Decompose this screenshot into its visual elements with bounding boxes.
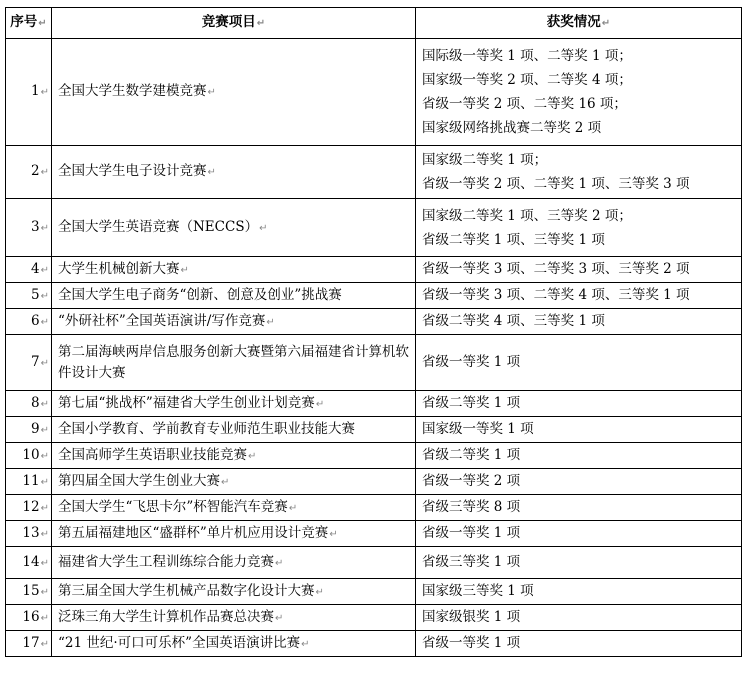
award-line: 省级一等奖 2 项、二等奖 16 项； — [422, 96, 627, 112]
award-cell — [416, 199, 742, 257]
award-line: 省级二等奖 1 项、三等奖 1 项 — [422, 231, 605, 248]
row-number: 10↵ — [6, 443, 52, 469]
table-row — [6, 309, 742, 335]
row-number: 8↵ — [6, 391, 52, 417]
table-row — [6, 521, 742, 547]
table-row — [6, 579, 742, 605]
table-row — [6, 417, 742, 443]
project-name: 全国高师学生英语职业技能竞赛↵ — [52, 443, 416, 469]
row-number: 16↵ — [6, 605, 52, 631]
award-cell: 省级二等奖 1 项 — [416, 391, 742, 417]
award-cell: 省级三等奖 1 项 — [416, 547, 742, 579]
award-cell: 国家级三等奖 1 项 — [416, 579, 742, 605]
project-name: 第七届“挑战杯”福建省大学生创业计划竞赛↵ — [52, 391, 416, 417]
project-name: 全国小学教育、学前教育专业师范生职业技能大赛 — [52, 417, 416, 443]
award-cell: 国家级银奖 1 项 — [416, 605, 742, 631]
table-row — [6, 391, 742, 417]
table-row — [6, 631, 742, 657]
table-row — [6, 547, 742, 579]
header-row — [6, 8, 742, 39]
award-cell: 省级一等奖 1 项 — [416, 631, 742, 657]
award-cell — [416, 146, 742, 199]
project-name: 泛珠三角大学生计算机作品赛总决赛↵ — [52, 605, 416, 631]
table-row — [6, 495, 742, 521]
header-project: 竞赛项目↵ — [52, 8, 416, 39]
project-name: 全国大学生数学建模竞赛↵ — [52, 39, 416, 146]
row-number: 15↵ — [6, 579, 52, 605]
project-name: 全国大学生电子商务“创新、创意及创业”挑战赛 — [52, 283, 416, 309]
table-row — [6, 283, 742, 309]
project-name: 第三届全国大学生机械产品数字化设计大赛↵ — [52, 579, 416, 605]
row-number: 12↵ — [6, 495, 52, 521]
award-cell: 省级一等奖 1 项 — [416, 521, 742, 547]
row-number: 7↵ — [6, 335, 52, 391]
table-row — [6, 257, 742, 283]
award-cell — [416, 39, 742, 146]
award-cell: 省级二等奖 1 项 — [416, 443, 742, 469]
awards-table — [5, 7, 742, 657]
row-number: 5↵ — [6, 283, 52, 309]
table-row — [6, 605, 742, 631]
project-name: 全国大学生“飞思卡尔”杯智能汽车竞赛↵ — [52, 495, 416, 521]
project-name: 福建省大学生工程训练综合能力竞赛↵ — [52, 547, 416, 579]
table-row — [6, 146, 742, 199]
award-line: 国家级一等奖 2 项、二等奖 4 项； — [422, 72, 632, 88]
project-name: 大学生机械创新大赛↵ — [52, 257, 416, 283]
row-number: 11↵ — [6, 469, 52, 495]
row-number: 4↵ — [6, 257, 52, 283]
award-cell: 省级三等奖 8 项 — [416, 495, 742, 521]
project-name: 全国大学生英语竞赛（NECCS）↵ — [52, 199, 416, 257]
row-number: 1↵ — [6, 39, 52, 146]
row-number: 14↵ — [6, 547, 52, 579]
project-name: “21 世纪·可口可乐杯”全国英语演讲比赛↵ — [52, 631, 416, 657]
award-line: 国家级二等奖 1 项、三等奖 2 项； — [422, 207, 632, 224]
award-cell: 国家级一等奖 1 项 — [416, 417, 742, 443]
table-row — [6, 199, 742, 257]
award-line: 国家级网络挑战赛二等奖 2 项 — [422, 120, 602, 136]
table-row — [6, 335, 742, 391]
row-number: 6↵ — [6, 309, 52, 335]
project-name: 第五届福建地区“盛群杯”单片机应用设计竞赛↵ — [52, 521, 416, 547]
table-row — [6, 443, 742, 469]
award-line: 国家级二等奖 1 项； — [422, 152, 548, 168]
award-cell: 省级一等奖 3 项、二等奖 4 项、三等奖 1 项 — [416, 283, 742, 309]
award-cell: 省级一等奖 2 项 — [416, 469, 742, 495]
award-line: 省级一等奖 2 项、二等奖 1 项、三等奖 3 项 — [422, 176, 690, 192]
award-line: 国际级一等奖 1 项、二等奖 1 项； — [422, 48, 632, 64]
project-name: 全国大学生电子设计竞赛↵ — [52, 146, 416, 199]
project-name: “外研社杯”全国英语演讲/写作竞赛↵ — [52, 309, 416, 335]
table-row — [6, 39, 742, 146]
row-number: 13↵ — [6, 521, 52, 547]
award-cell: 省级一等奖 3 项、二等奖 3 项、三等奖 2 项 — [416, 257, 742, 283]
project-name: 第四届全国大学生创业大赛↵ — [52, 469, 416, 495]
table-row — [6, 469, 742, 495]
project-name: 第二届海峡两岸信息服务创新大赛暨第六届福建省计算机软件设计大赛 — [52, 335, 416, 391]
row-number: 9↵ — [6, 417, 52, 443]
award-cell: 省级一等奖 1 项 — [416, 335, 742, 391]
header-seq: 序号↵ — [6, 8, 52, 39]
row-number: 17↵ — [6, 631, 52, 657]
header-award: 获奖情况↵ — [416, 8, 742, 39]
award-cell: 省级二等奖 4 项、三等奖 1 项 — [416, 309, 742, 335]
row-number: 2↵ — [6, 146, 52, 199]
row-number: 3↵ — [6, 199, 52, 257]
